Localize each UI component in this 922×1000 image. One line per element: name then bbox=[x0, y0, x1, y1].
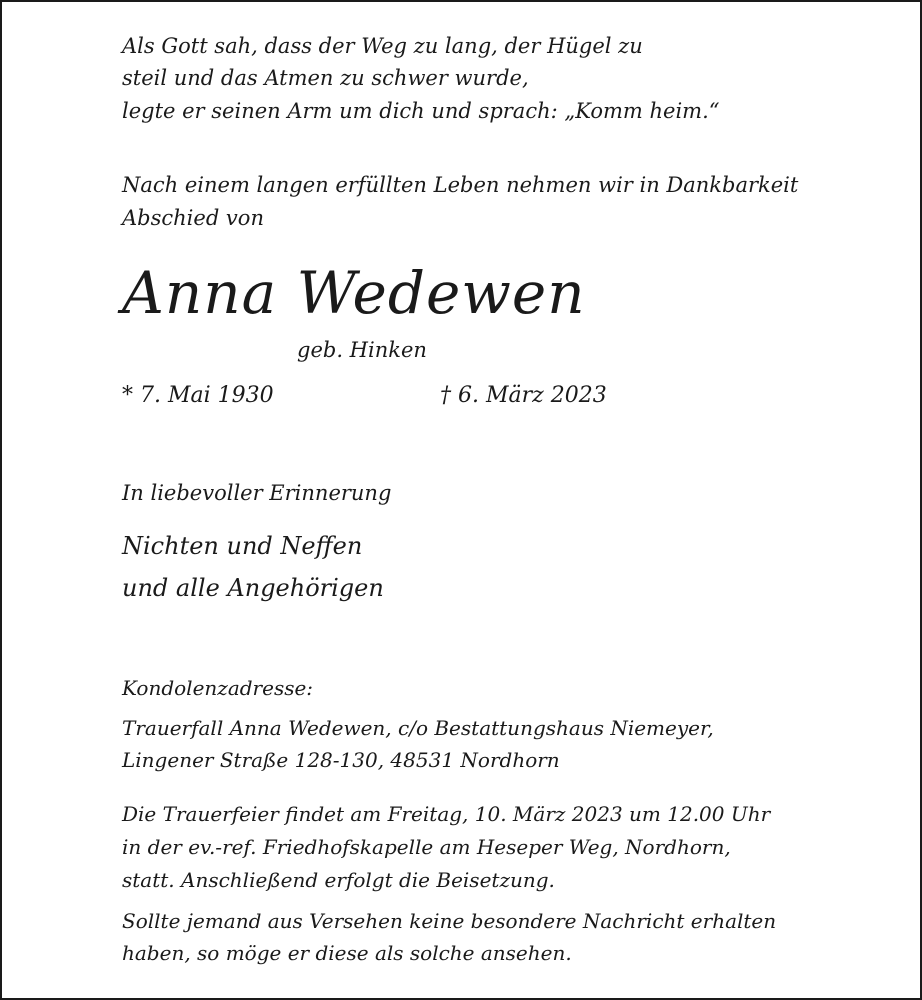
condolence-heading: Kondolenzadresse: bbox=[122, 676, 314, 700]
mourners-line-2: und alle Angehörigen bbox=[122, 574, 384, 602]
remembrance-text: In liebevoller Erinnerung bbox=[122, 481, 392, 505]
funeral-line-3: statt. Anschließend erfolgt die Beisetzung. bbox=[122, 868, 555, 892]
birth-name: geb. Hinken bbox=[297, 338, 427, 362]
poem-line-3: legte er seinen Arm um dich und sprach: „Komm heim.“ bbox=[122, 99, 720, 123]
deceased-name: Anna Wedewen bbox=[122, 259, 586, 327]
poem-line-1: Als Gott sah, dass der Weg zu lang, der Hügel zu bbox=[122, 34, 643, 58]
poem-line-2: steil und das Atmen zu schwer wurde, bbox=[122, 66, 529, 90]
funeral-line-1: Die Trauerfeier findet am Freitag, 10. März 2023 um 12.00 Uhr bbox=[122, 802, 771, 826]
notice-line-2: haben, so möge er diese als solche ansehen. bbox=[122, 941, 572, 965]
notice-line-1: Sollte jemand aus Versehen keine besondere Nachricht erhalten bbox=[122, 909, 777, 933]
intro-line-1: Nach einem langen erfüllten Leben nehmen wir in Dankbarkeit bbox=[122, 173, 799, 197]
death-date: † 6. März 2023 bbox=[440, 383, 607, 408]
condolence-address-line-2: Lingener Straße 128-130, 48531 Nordhorn bbox=[122, 748, 560, 772]
funeral-line-2: in der ev.-ref. Friedhofskapelle am Heseper Weg, Nordhorn, bbox=[122, 835, 731, 859]
mourners-line-1: Nichten und Neffen bbox=[122, 532, 363, 560]
intro-line-2: Abschied von bbox=[122, 206, 264, 230]
condolence-address-line-1: Trauerfall Anna Wedewen, c/o Bestattungshaus Niemeyer, bbox=[122, 716, 714, 740]
birth-date: * 7. Mai 1930 bbox=[122, 383, 274, 408]
